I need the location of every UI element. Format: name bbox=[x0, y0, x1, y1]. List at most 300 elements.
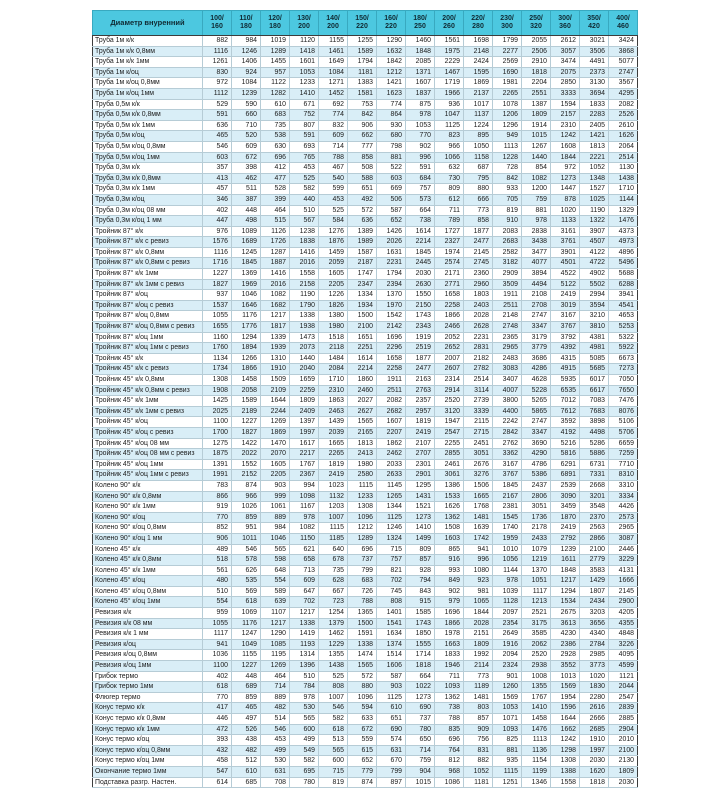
price-cell: 1611 bbox=[551, 555, 580, 566]
price-cell: 618 bbox=[203, 682, 232, 693]
table-body bbox=[93, 36, 638, 788]
table-row bbox=[93, 78, 638, 89]
price-cell: 446 bbox=[203, 714, 232, 725]
price-cell: 2445 bbox=[406, 258, 435, 269]
table-row bbox=[93, 682, 638, 693]
price-cell: 880 bbox=[464, 184, 493, 195]
price-cell: 1626 bbox=[609, 131, 638, 142]
column-header: 120/ 180 bbox=[261, 11, 290, 36]
price-cell: 1406 bbox=[232, 57, 261, 68]
price-cell: 2483 bbox=[493, 353, 522, 364]
price-cell: 1776 bbox=[232, 322, 261, 333]
price-cell: 1079 bbox=[522, 544, 551, 555]
row-label: Тройник 45° к/оц 08 мм с ревиз bbox=[93, 449, 203, 460]
price-cell: 3585 bbox=[522, 629, 551, 640]
price-cell: 5322 bbox=[609, 332, 638, 343]
table-row bbox=[93, 417, 638, 428]
price-cell: 1848 bbox=[551, 565, 580, 576]
price-cell: 1569 bbox=[493, 692, 522, 703]
price-cell: 1078 bbox=[493, 99, 522, 110]
price-cell: 5077 bbox=[609, 57, 638, 68]
price-cell: 1053 bbox=[406, 120, 435, 131]
price-cell: 2413 bbox=[348, 449, 377, 460]
price-cell: 1499 bbox=[406, 533, 435, 544]
price-cell: 1212 bbox=[348, 523, 377, 534]
price-cell: 3767 bbox=[551, 322, 580, 333]
price-cell: 915 bbox=[406, 597, 435, 608]
price-cell: 547 bbox=[203, 766, 232, 777]
price-cell: 578 bbox=[232, 555, 261, 566]
price-cell: 453 bbox=[319, 194, 348, 205]
price-cell: 1848 bbox=[406, 46, 435, 57]
price-cell: 5216 bbox=[551, 438, 580, 449]
price-cell: 875 bbox=[406, 99, 435, 110]
price-cell: 2806 bbox=[522, 491, 551, 502]
price-cell: 2965 bbox=[493, 343, 522, 354]
price-cell: 2324 bbox=[493, 661, 522, 672]
price-cell: 924 bbox=[232, 67, 261, 78]
price-cell: 6659 bbox=[609, 438, 638, 449]
price-cell: 1421 bbox=[377, 78, 406, 89]
price-cell: 1954 bbox=[551, 692, 580, 703]
price-cell: 569 bbox=[232, 586, 261, 597]
price-cell: 1665 bbox=[319, 438, 348, 449]
price-cell: 881 bbox=[377, 152, 406, 163]
price-cell: 2779 bbox=[580, 555, 609, 566]
price-cell: 2083 bbox=[493, 226, 522, 237]
price-cell: 660 bbox=[232, 110, 261, 121]
price-cell: 1845 bbox=[232, 258, 261, 269]
price-cell: 794 bbox=[406, 576, 435, 587]
price-cell: 1418 bbox=[290, 46, 319, 57]
price-cell: 3087 bbox=[609, 533, 638, 544]
price-cell: 1689 bbox=[232, 237, 261, 248]
price-cell: 941 bbox=[203, 639, 232, 650]
price-cell: 4541 bbox=[609, 300, 638, 311]
price-cell: 1576 bbox=[203, 237, 232, 248]
price-cell: 2914 bbox=[435, 385, 464, 396]
price-cell: 2354 bbox=[493, 618, 522, 629]
price-cell: 799 bbox=[348, 565, 377, 576]
table-row bbox=[93, 226, 638, 237]
price-cell: 1049 bbox=[232, 639, 261, 650]
price-cell: 1290 bbox=[261, 629, 290, 640]
price-cell: 1056 bbox=[493, 555, 522, 566]
price-cell: 1224 bbox=[464, 120, 493, 131]
price-cell: 4286 bbox=[522, 364, 551, 375]
price-cell: 525 bbox=[319, 205, 348, 216]
price-cell: 1844 bbox=[464, 608, 493, 619]
table-row bbox=[93, 332, 638, 343]
price-cell: 865 bbox=[435, 544, 464, 555]
price-cell: 1267 bbox=[522, 141, 551, 152]
price-cell: 2514 bbox=[464, 375, 493, 386]
table-row bbox=[93, 438, 638, 449]
price-cell: 2064 bbox=[609, 141, 638, 152]
price-cell: 603 bbox=[203, 152, 232, 163]
price-cell: 3347 bbox=[522, 427, 551, 438]
price-cell: 2745 bbox=[464, 258, 493, 269]
price-cell: 1425 bbox=[203, 396, 232, 407]
price-cell: 506 bbox=[377, 194, 406, 205]
price-cell: 515 bbox=[261, 216, 290, 227]
price-cell: 1380 bbox=[319, 311, 348, 322]
price-cell: 897 bbox=[377, 777, 406, 788]
row-label: Ревизия к/оц 0,8мм bbox=[93, 650, 203, 661]
price-cell: 612 bbox=[435, 194, 464, 205]
price-cell: 4522 bbox=[551, 269, 580, 280]
price-cell: 809 bbox=[435, 184, 464, 195]
price-cell: 567 bbox=[290, 216, 319, 227]
price-cell: 1379 bbox=[319, 618, 348, 629]
row-label: Тройник 45° к/оц 08 мм bbox=[93, 438, 203, 449]
price-cell: 1569 bbox=[551, 682, 580, 693]
price-cell: 3773 bbox=[580, 661, 609, 672]
price-cell: 5865 bbox=[522, 406, 551, 417]
price-cell: 1845 bbox=[493, 480, 522, 491]
price-cell: 440 bbox=[290, 194, 319, 205]
table-row bbox=[93, 163, 638, 174]
price-cell: 3509 bbox=[493, 279, 522, 290]
price-cell: 1344 bbox=[377, 502, 406, 513]
price-cell: 5253 bbox=[609, 322, 638, 333]
price-cell: 737 bbox=[406, 714, 435, 725]
price-cell: 1116 bbox=[203, 46, 232, 57]
price-cell: 1682 bbox=[261, 300, 290, 311]
price-cell: 904 bbox=[406, 766, 435, 777]
price-cell: 7050 bbox=[609, 375, 638, 386]
price-cell: 1126 bbox=[261, 226, 290, 237]
price-cell: 2904 bbox=[609, 724, 638, 735]
price-cell: 1452 bbox=[319, 88, 348, 99]
price-cell: 1206 bbox=[493, 110, 522, 121]
price-cell: 1348 bbox=[580, 173, 609, 184]
price-cell: 3792 bbox=[551, 332, 580, 343]
column-header: 400/ 460 bbox=[609, 11, 638, 36]
price-cell: 1294 bbox=[232, 332, 261, 343]
price-cell: 1617 bbox=[290, 438, 319, 449]
price-cell: 618 bbox=[319, 724, 348, 735]
table-row bbox=[93, 57, 638, 68]
price-cell: 4392 bbox=[551, 343, 580, 354]
row-label: Труба 0,5м к/оц bbox=[93, 131, 203, 142]
price-cell: 1112 bbox=[203, 88, 232, 99]
price-cell: 631 bbox=[261, 766, 290, 777]
price-cell: 2070 bbox=[261, 449, 290, 460]
price-cell: 5935 bbox=[551, 375, 580, 386]
row-label: Тройник 87° к/к с ревиз bbox=[93, 237, 203, 248]
price-cell: 4599 bbox=[609, 661, 638, 672]
price-cell: 1734 bbox=[203, 364, 232, 375]
table-row bbox=[93, 724, 638, 735]
price-cell: 2075 bbox=[551, 67, 580, 78]
price-cell: 1113 bbox=[522, 735, 551, 746]
price-cell: 1506 bbox=[464, 480, 493, 491]
price-cell: 2957 bbox=[406, 406, 435, 417]
price-cell: 2108 bbox=[522, 290, 551, 301]
price-cell: 2010 bbox=[609, 735, 638, 746]
price-cell: 5816 bbox=[551, 449, 580, 460]
price-cell: 2265 bbox=[319, 449, 348, 460]
price-cell: 2258 bbox=[377, 364, 406, 375]
row-label: Труба 1м к/оц 0,8мм bbox=[93, 78, 203, 89]
price-cell: 1799 bbox=[493, 36, 522, 47]
table-row bbox=[93, 459, 638, 470]
price-cell: 1260 bbox=[493, 682, 522, 693]
price-cell: 783 bbox=[203, 480, 232, 491]
price-cell: 2707 bbox=[406, 449, 435, 460]
price-cell: 723 bbox=[319, 597, 348, 608]
price-cell: 398 bbox=[232, 163, 261, 174]
price-cell: 513 bbox=[319, 735, 348, 746]
price-cell: 878 bbox=[551, 194, 580, 205]
price-cell: 2519 bbox=[406, 343, 435, 354]
price-cell: 1462 bbox=[319, 629, 348, 640]
price-cell: 648 bbox=[261, 565, 290, 576]
price-cell: 812 bbox=[435, 756, 464, 767]
price-cell: 1710 bbox=[319, 375, 348, 386]
price-cell: 1008 bbox=[522, 671, 551, 682]
row-label: Тройник 45° к/к с ревиз bbox=[93, 364, 203, 375]
price-cell: 5085 bbox=[580, 353, 609, 364]
price-cell: 2446 bbox=[609, 544, 638, 555]
row-label: Труба 0,3м к/оц 1 мм bbox=[93, 216, 203, 227]
price-cell: 903 bbox=[377, 682, 406, 693]
table-row bbox=[93, 597, 638, 608]
price-cell: 1632 bbox=[377, 46, 406, 57]
price-cell: 1154 bbox=[522, 756, 551, 767]
price-cell: 5688 bbox=[609, 269, 638, 280]
price-cell: 999 bbox=[261, 491, 290, 502]
price-cell: 1251 bbox=[493, 777, 522, 788]
price-cell: 3424 bbox=[609, 36, 638, 47]
price-cell: 4400 bbox=[493, 406, 522, 417]
price-cell: 1439 bbox=[319, 417, 348, 428]
price-cell: 2909 bbox=[493, 269, 522, 280]
table-row bbox=[93, 470, 638, 481]
price-cell: 2539 bbox=[551, 480, 580, 491]
price-cell: 1022 bbox=[406, 682, 435, 693]
price-cell: 889 bbox=[261, 692, 290, 703]
price-cell: 1273 bbox=[551, 173, 580, 184]
price-cell: 3161 bbox=[551, 226, 580, 237]
price-cell: 4131 bbox=[609, 565, 638, 576]
price-cell: 3130 bbox=[580, 78, 609, 89]
price-cell: 1558 bbox=[290, 269, 319, 280]
price-cell: 1115 bbox=[348, 480, 377, 491]
price-cell: 842 bbox=[348, 110, 377, 121]
price-cell: 664 bbox=[406, 671, 435, 682]
price-cell: 5496 bbox=[609, 258, 638, 269]
price-cell: 3333 bbox=[551, 88, 580, 99]
price-cell: 2030 bbox=[609, 777, 638, 788]
price-cell: 770 bbox=[406, 131, 435, 142]
price-cell: 618 bbox=[232, 597, 261, 608]
table-row bbox=[93, 703, 638, 714]
price-cell: 1239 bbox=[551, 544, 580, 555]
price-cell: 1229 bbox=[319, 639, 348, 650]
row-label: Тройник 87° к/оц 1мм с ревиз bbox=[93, 343, 203, 354]
table-row bbox=[93, 608, 638, 619]
price-cell: 901 bbox=[493, 671, 522, 682]
price-cell: 628 bbox=[319, 576, 348, 587]
price-cell: 2150 bbox=[406, 300, 435, 311]
price-cell: 1069 bbox=[232, 608, 261, 619]
price-cell: 1614 bbox=[348, 353, 377, 364]
price-cell: 528 bbox=[261, 184, 290, 195]
price-cell: 2251 bbox=[348, 343, 377, 354]
price-cell: 795 bbox=[464, 173, 493, 184]
price-cell: 2563 bbox=[580, 523, 609, 534]
price-cell: 1046 bbox=[261, 533, 290, 544]
row-label: Труба 1м к/к 1мм bbox=[93, 57, 203, 68]
price-cell: 1122 bbox=[261, 78, 290, 89]
price-cell: 1460 bbox=[406, 36, 435, 47]
price-cell: 1537 bbox=[203, 300, 232, 311]
price-cell: 3310 bbox=[609, 480, 638, 491]
price-cell: 1265 bbox=[377, 491, 406, 502]
price-cell: 1019 bbox=[261, 36, 290, 47]
price-cell: 819 bbox=[319, 777, 348, 788]
price-cell: 3090 bbox=[551, 491, 580, 502]
column-header: 110/ 180 bbox=[232, 11, 261, 36]
price-cell: 842 bbox=[493, 173, 522, 184]
price-cell: 1646 bbox=[232, 300, 261, 311]
price-cell: 1863 bbox=[319, 396, 348, 407]
price-cell: 770 bbox=[203, 512, 232, 523]
price-cell: 2214 bbox=[406, 237, 435, 248]
price-cell: 735 bbox=[319, 565, 348, 576]
price-cell: 2612 bbox=[551, 36, 580, 47]
row-label: Флюгер термо bbox=[93, 692, 203, 703]
price-cell: 2403 bbox=[464, 300, 493, 311]
price-cell: 774 bbox=[319, 110, 348, 121]
table-row bbox=[93, 216, 638, 227]
price-cell: 2477 bbox=[464, 237, 493, 248]
price-cell: 1203 bbox=[319, 502, 348, 513]
price-cell: 936 bbox=[435, 99, 464, 110]
price-cell: 984 bbox=[261, 523, 290, 534]
price-cell: 3407 bbox=[493, 375, 522, 386]
price-cell: 808 bbox=[319, 682, 348, 693]
price-cell: 774 bbox=[377, 99, 406, 110]
row-label: Ревизия к/к bbox=[93, 608, 203, 619]
price-cell: 1322 bbox=[580, 216, 609, 227]
price-cell: 1606 bbox=[377, 661, 406, 672]
price-cell: 678 bbox=[319, 555, 348, 566]
price-cell: 1026 bbox=[232, 502, 261, 513]
price-cell: 1658 bbox=[377, 353, 406, 364]
price-cell: 2296 bbox=[377, 343, 406, 354]
price-cell: 587 bbox=[377, 671, 406, 682]
price-cell: 448 bbox=[232, 205, 261, 216]
price-cell: 554 bbox=[261, 576, 290, 587]
price-cell: 1470 bbox=[261, 438, 290, 449]
price-cell: 2265 bbox=[493, 88, 522, 99]
price-cell: 2244 bbox=[261, 406, 290, 417]
price-cell: 1228 bbox=[493, 152, 522, 163]
price-cell: 788 bbox=[435, 714, 464, 725]
price-cell: 2831 bbox=[464, 343, 493, 354]
price-cell: 1238 bbox=[290, 226, 319, 237]
price-cell: 664 bbox=[406, 205, 435, 216]
price-cell: 1080 bbox=[464, 565, 493, 576]
row-label: Труба 0,3м к/к 0,8мм bbox=[93, 173, 203, 184]
price-cell: 859 bbox=[232, 512, 261, 523]
price-cell: 7331 bbox=[580, 470, 609, 481]
price-cell: 903 bbox=[261, 480, 290, 491]
price-cell: 757 bbox=[406, 184, 435, 195]
price-cell: 2763 bbox=[406, 385, 435, 396]
row-label: Труба 0,5м к/к 0,8мм bbox=[93, 110, 203, 121]
price-cell: 2582 bbox=[493, 247, 522, 258]
price-cell: 1870 bbox=[551, 512, 580, 523]
price-cell: 1020 bbox=[551, 205, 580, 216]
column-header: 200/ 260 bbox=[435, 11, 464, 36]
row-label: Колено 90° к/оц 0,8мм bbox=[93, 523, 203, 534]
price-cell: 2130 bbox=[609, 756, 638, 767]
price-cell: 1509 bbox=[261, 375, 290, 386]
price-cell: 1474 bbox=[348, 650, 377, 661]
price-cell: 1334 bbox=[348, 290, 377, 301]
price-cell: 5706 bbox=[609, 427, 638, 438]
price-cell: 882 bbox=[203, 36, 232, 47]
price-cell: 559 bbox=[348, 735, 377, 746]
price-cell: 759 bbox=[522, 194, 551, 205]
row-label: Тройник 87° к/к 0,8мм bbox=[93, 247, 203, 258]
price-cell: 1193 bbox=[290, 639, 319, 650]
price-cell: 546 bbox=[203, 141, 232, 152]
price-cell: 573 bbox=[406, 194, 435, 205]
price-cell: 540 bbox=[319, 173, 348, 184]
price-cell: 464 bbox=[261, 205, 290, 216]
row-label: Тройник 45° к/к 1мм с ревиз bbox=[93, 406, 203, 417]
price-cell: 1046 bbox=[232, 290, 261, 301]
price-cell: 972 bbox=[551, 163, 580, 174]
price-cell: 1410 bbox=[406, 523, 435, 534]
price-cell: 1181 bbox=[464, 777, 493, 788]
price-cell: 3613 bbox=[551, 618, 580, 629]
price-cell: 1837 bbox=[406, 88, 435, 99]
price-cell: 565 bbox=[319, 745, 348, 756]
price-cell: 2784 bbox=[580, 639, 609, 650]
price-cell: 1608 bbox=[551, 141, 580, 152]
price-cell: 1614 bbox=[406, 226, 435, 237]
price-cell: 808 bbox=[377, 597, 406, 608]
price-cell: 1217 bbox=[551, 576, 580, 587]
price-cell: 546 bbox=[261, 724, 290, 735]
price-cell: 609 bbox=[232, 141, 261, 152]
price-cell: 1809 bbox=[522, 110, 551, 121]
price-cell: 2747 bbox=[522, 417, 551, 428]
price-cell: 412 bbox=[261, 163, 290, 174]
price-cell: 5122 bbox=[551, 279, 580, 290]
price-cell: 512 bbox=[232, 756, 261, 767]
price-cell: 1542 bbox=[377, 311, 406, 322]
table-row bbox=[93, 375, 638, 386]
table-row bbox=[93, 756, 638, 767]
price-cell: 2085 bbox=[406, 57, 435, 68]
table-row bbox=[93, 650, 638, 661]
table-row bbox=[93, 745, 638, 756]
price-cell: 738 bbox=[406, 216, 435, 227]
price-cell: 610 bbox=[232, 766, 261, 777]
price-cell: 2910 bbox=[522, 57, 551, 68]
price-cell: 3061 bbox=[435, 470, 464, 481]
price-cell: 1125 bbox=[377, 692, 406, 703]
price-cell: 2231 bbox=[464, 332, 493, 343]
price-cell: 4315 bbox=[551, 353, 580, 364]
